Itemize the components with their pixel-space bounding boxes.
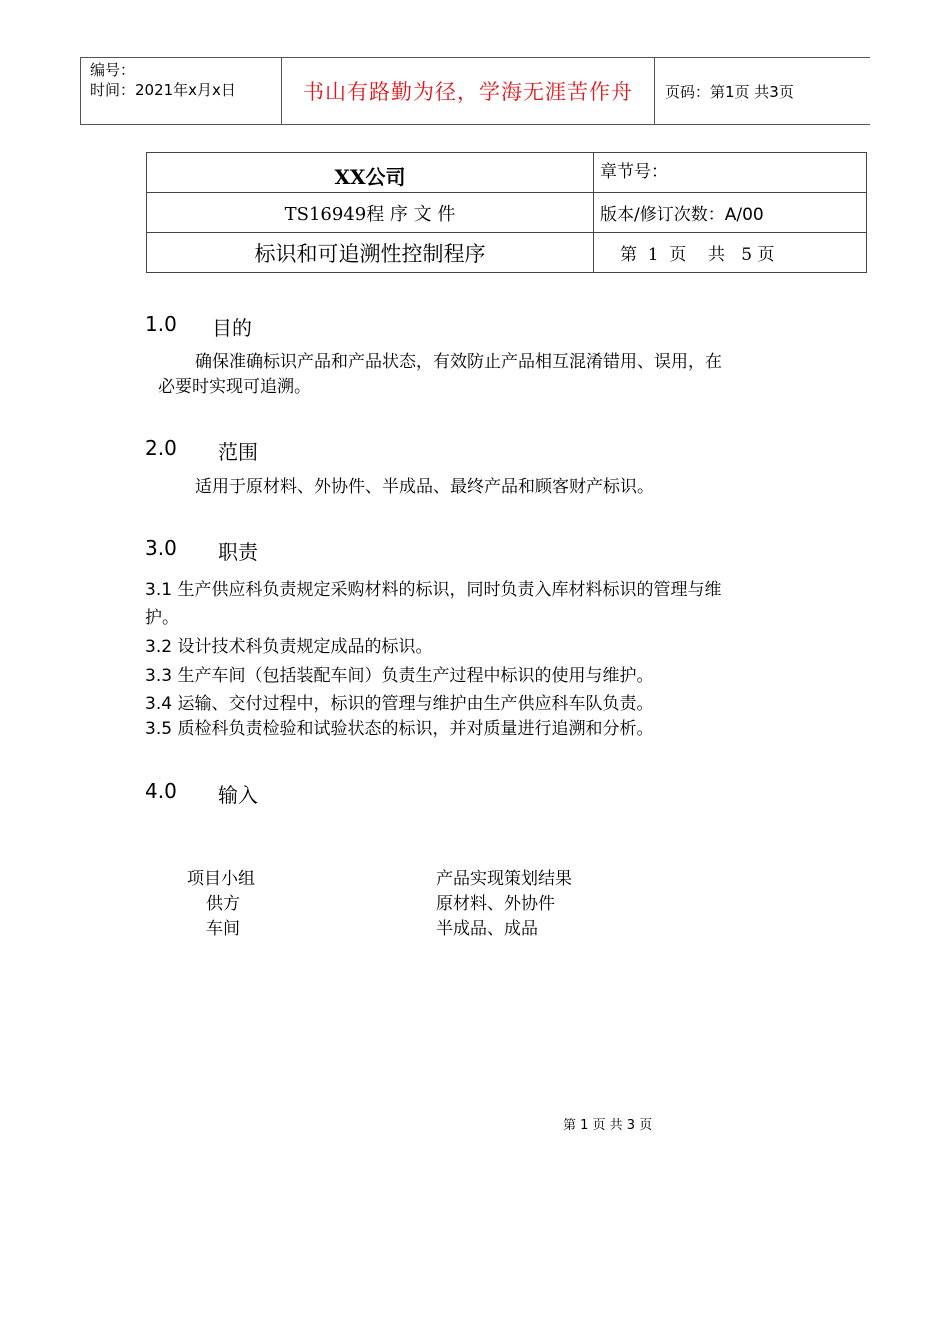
section-3-item-1-line1: 3.1 生产供应科负责规定采购材料的标识，同时负责入库材料标识的管理与维 <box>145 580 722 600</box>
section-3-number: 3.0 <box>145 536 177 560</box>
document-type: TS16949程 序 文 件 <box>147 193 594 233</box>
section-2-text: 适用于原材料、外协件、半成品、最终产品和顾客财产标识。 <box>195 477 654 497</box>
company-name: XX公司 <box>147 153 594 193</box>
version-revision: 版本/修订次数：A/00 <box>594 193 867 233</box>
page-footer: 第 1 页 共 3 页 <box>563 1118 653 1133</box>
header-motto: 书山有路勤为径，学海无涯苦作舟 <box>282 58 655 124</box>
document-title: 标识和可追溯性控制程序 <box>147 233 594 273</box>
section-1-title: 目的 <box>212 316 252 340</box>
section-3-item-2: 3.2 设计技术科负责规定成品的标识。 <box>145 637 433 657</box>
section-2-title: 范围 <box>218 440 258 464</box>
input-item: 原材料、外协件 <box>436 894 555 914</box>
document-header <box>80 57 870 125</box>
section-1-text-line2: 必要时实现可追溯。 <box>158 377 311 397</box>
section-1-number: 1.0 <box>145 312 177 336</box>
document-time-label: 时间：2021年x月x日 <box>90 81 236 99</box>
section-3-item-1-line2: 护。 <box>145 608 179 628</box>
input-item: 半成品、成品 <box>436 919 538 939</box>
section-4-title: 输入 <box>218 783 258 807</box>
input-source: 车间 <box>206 919 240 939</box>
document-info-table <box>146 152 867 273</box>
header-meta <box>81 58 282 124</box>
section-3-title: 职责 <box>218 540 258 564</box>
document-number-label: 编号： <box>90 61 136 79</box>
input-source: 项目小组 <box>187 869 255 889</box>
input-source: 供方 <box>206 894 240 914</box>
section-3-item-4: 3.4 运输、交付过程中，标识的管理与维护由生产供应科车队负责。 <box>145 694 654 714</box>
input-item: 产品实现策划结果 <box>436 869 572 889</box>
header-page-label: 页码：第1页 共3页 <box>665 82 794 101</box>
section-3-item-3: 3.3 生产车间（包括装配车间）负责生产过程中标识的使用与维护。 <box>145 666 654 686</box>
section-3-item-5: 3.5 质检科负责检验和试验状态的标识，并对质量进行追溯和分析。 <box>145 719 654 739</box>
section-2-number: 2.0 <box>145 436 177 460</box>
section-4-number: 4.0 <box>145 779 177 803</box>
document-page-count: 第 1 页 共 5 页 <box>594 233 867 273</box>
section-1-text-line1: 确保准确标识产品和产品状态，有效防止产品相互混淆错用、误用，在 <box>195 352 722 372</box>
chapter-number: 章节号： <box>594 153 867 193</box>
